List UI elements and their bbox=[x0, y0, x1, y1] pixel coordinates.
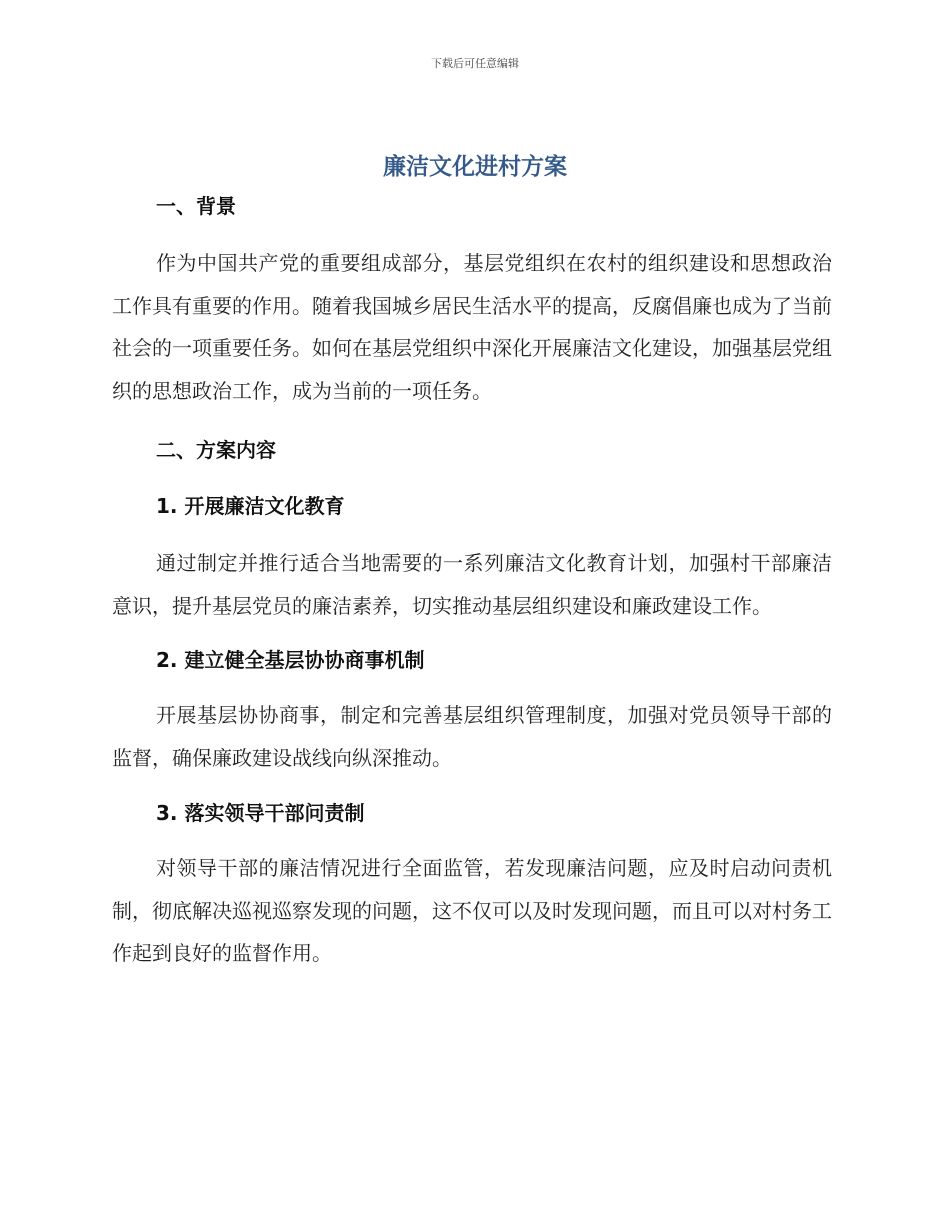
background-paragraph: 作为中国共产党的重要组成部分，基层党组织在农村的组织建设和思想政治工作具有重要的作用。随着我国城乡居民生活水平的提高，反腐倡廉也成为了当前社会的一项重要任务。如何在基层党组织中深化开展廉洁文化建设，加强基层党组织的思想政治工作，成为当前的一项任务。 bbox=[112, 251, 832, 403]
consultation-paragraph: 开展基层协协商事，制定和完善基层组织管理制度，加强对党员领导干部的监督，确保廉政建设战线向纵深推动。 bbox=[112, 703, 832, 770]
education-paragraph: 通过制定并推行适合当地需要的一系列廉洁文化教育计划，加强村干部廉洁意识，提升基层党员的廉洁素养，切实推动基层组织建设和廉政建设工作。 bbox=[112, 551, 832, 618]
subheading-consultation-mechanism: 2. 建立健全基层协协商事机制 bbox=[156, 648, 425, 672]
section-heading-background: 一、背景 bbox=[156, 194, 236, 218]
accountability-paragraph: 对领导干部的廉洁情况进行全面监管，若发现廉洁问题，应及时启动问责机制，彻底解决巡视巡察发现的问题，这不仅可以及时发现问题，而且可以对村务工作起到良好的监督作用。 bbox=[112, 856, 832, 965]
section-heading-plan-content: 二、方案内容 bbox=[156, 438, 276, 462]
document-title: 廉洁文化进村方案 bbox=[383, 154, 567, 180]
header-note: 下载后可任意编辑 bbox=[431, 57, 519, 70]
document-body bbox=[112, 188, 832, 975]
subheading-education: 1. 开展廉洁文化教育 bbox=[156, 494, 345, 518]
subheading-accountability: 3. 落实领导干部问责制 bbox=[156, 801, 365, 825]
